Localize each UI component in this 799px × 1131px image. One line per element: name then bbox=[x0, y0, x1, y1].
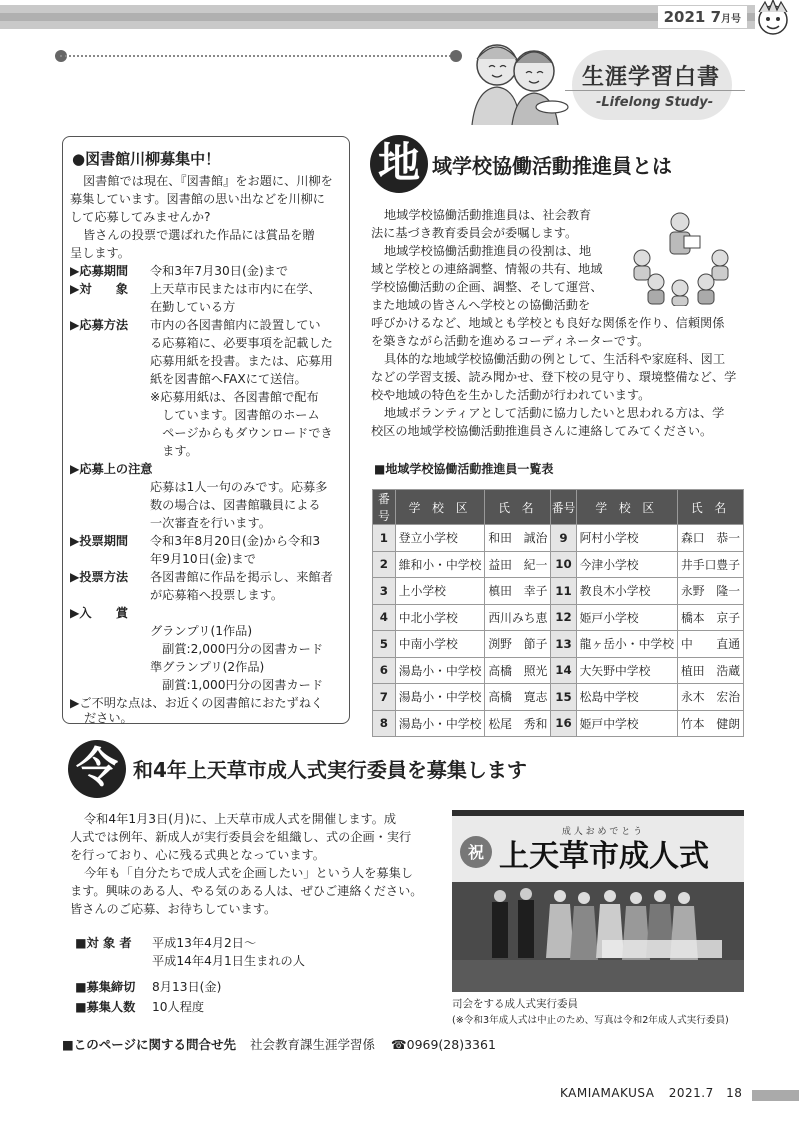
vote-method-line: が応募箱へ投票します。 bbox=[150, 588, 284, 602]
coordinator-name: 井手口豊子 bbox=[678, 551, 744, 578]
school-district: 上小学校 bbox=[395, 578, 485, 605]
coordinator-name: 橋本 京子 bbox=[678, 604, 744, 631]
rule-dot-right bbox=[450, 50, 462, 62]
prize-line: 準グランプリ(2作品) bbox=[150, 660, 265, 674]
library-intro-line: 募集しています。図書館の思い出などを川柳に bbox=[70, 192, 325, 206]
community-title: 域学校協働活動推進員とは bbox=[432, 154, 672, 178]
community-para-line: 学校協働活動の企画、調整、そして運営、 bbox=[371, 280, 603, 294]
footer-page: 18 bbox=[726, 1086, 743, 1100]
photo-mark: 祝 bbox=[467, 843, 485, 862]
row-number: 14 bbox=[551, 657, 576, 684]
section-subtitle-rule bbox=[565, 90, 745, 91]
method-line: 応募用紙を投書。または、応募用 bbox=[150, 354, 333, 368]
ceremony-para-line: ます。興味のある人、やる気のある人は、ぜひご連絡ください。 bbox=[70, 884, 423, 898]
school-district: 松島中学校 bbox=[576, 684, 677, 711]
community-para-line: を築きながら活動を進めるコーディネーターです。 bbox=[371, 334, 650, 348]
ceremony-para-line: 皆さんのご応募、お待ちしています。 bbox=[70, 902, 277, 916]
row-number: 7 bbox=[373, 684, 396, 711]
coordinator-name: 竹本 健朗 bbox=[678, 710, 744, 737]
note-line: ページからもダウンロードでき bbox=[150, 426, 333, 440]
library-intro-line: 皆さんの投票で選ばれた作品には賞品を贈 bbox=[83, 228, 315, 242]
ceremony-title: 和4年上天草市成人式実行委員を募集します bbox=[133, 758, 527, 782]
ceremony-deadline-value: 8月13日(金) bbox=[152, 980, 222, 994]
header-rule bbox=[60, 55, 455, 57]
roster-table-title: ■地域学校協働活動推進員一覧表 bbox=[374, 462, 554, 476]
caution-line: 応募は1人一句のみです。応募多 bbox=[150, 480, 328, 494]
library-intro-line: 呈します。 bbox=[70, 246, 130, 260]
prize-line: 副賞:2,000円分の図書カード bbox=[150, 642, 324, 656]
col-header-school: 学 校 区 bbox=[395, 490, 485, 525]
table-row bbox=[373, 631, 744, 658]
coordinator-roster-table bbox=[372, 489, 744, 737]
school-district: 中南小学校 bbox=[395, 631, 485, 658]
coordinator-name: 渕野 節子 bbox=[485, 631, 551, 658]
caution-label: ▶応募上の注意 bbox=[70, 462, 153, 476]
community-para-line: 地域学校協働活動推進員の役割は、地 bbox=[384, 244, 592, 258]
method-line: 市内の各図書館内に設置してい bbox=[150, 318, 321, 332]
school-district: 湯島小・中学校 bbox=[395, 684, 485, 711]
coordinator-name: 永野 隆一 bbox=[678, 578, 744, 605]
ceremony-deadline-label: ■募集締切 bbox=[75, 980, 136, 994]
row-number: 8 bbox=[373, 710, 396, 737]
row-number: 6 bbox=[373, 657, 396, 684]
issue-label: 2021 7月号 bbox=[658, 6, 747, 28]
vote-period-label: ▶投票期間 bbox=[70, 534, 129, 548]
coordinator-name: 高橋 照光 bbox=[485, 657, 551, 684]
col-header-name: 氏 名 bbox=[678, 490, 744, 525]
table-row bbox=[373, 578, 744, 605]
coordinator-name: 中 直通 bbox=[678, 631, 744, 658]
target-line: 在勤している方 bbox=[150, 300, 236, 314]
ceremony-badge: 令 bbox=[68, 740, 126, 798]
community-para-line: 具体的な地域学校協働活動の例として、生活科や家庭科、図工 bbox=[384, 352, 726, 366]
row-number: 4 bbox=[373, 604, 396, 631]
method-line: 紙を図書館へFAXにて送信。 bbox=[150, 372, 307, 386]
table-row bbox=[373, 710, 744, 737]
library-intro-line: して応募してみませんか? bbox=[70, 210, 211, 224]
photo-banner: 上天草市成人式 bbox=[499, 839, 709, 874]
storytelling-illustration bbox=[622, 208, 740, 306]
coordinator-name: 植田 浩蔵 bbox=[678, 657, 744, 684]
coordinator-name: 高橋 寛志 bbox=[485, 684, 551, 711]
row-number: 5 bbox=[373, 631, 396, 658]
footer-publication: KAMIAMAKUSA bbox=[560, 1086, 655, 1100]
table-row bbox=[373, 684, 744, 711]
community-para-line: 地域学校協働活動推進員は、社会教育 bbox=[384, 208, 592, 222]
school-district: 湯島小・中学校 bbox=[395, 710, 485, 737]
prize-label: ▶入 賞 bbox=[70, 606, 129, 620]
community-para-line: 校や地域の特色を生かした活動が行われています。 bbox=[371, 388, 651, 402]
col-header-school: 学 校 区 bbox=[576, 490, 677, 525]
row-number: 11 bbox=[551, 578, 576, 605]
ceremony-photo bbox=[452, 810, 744, 992]
ceremony-target-line: 平成13年4月2日〜 bbox=[152, 936, 257, 950]
footer-bar bbox=[752, 1090, 799, 1101]
table-row bbox=[373, 525, 744, 552]
ceremony-para-line: 人式では例年、新成人が実行委員会を組織し、式の企画・実行 bbox=[70, 830, 412, 844]
community-para-line: また地域の皆さんへ学校との協働活動を bbox=[371, 298, 591, 312]
note-line: ます。 bbox=[150, 444, 198, 458]
row-number: 1 bbox=[373, 525, 396, 552]
vote-method-line: 各図書館に作品を掲示し、来館者 bbox=[150, 570, 333, 584]
vote-period-line: 年9月10日(金)まで bbox=[150, 552, 256, 566]
prize-line: グランプリ(1作品) bbox=[150, 624, 253, 638]
caution-line: 数の場合は、図書館職員による bbox=[150, 498, 321, 512]
ceremony-para-line: 今年も「自分たちで成人式を企画したい」という人を募集し bbox=[84, 866, 413, 880]
school-district: 姫戸小学校 bbox=[576, 604, 677, 631]
community-para-line: 地域ボランティアとして活動に協力したいと思われる方は、学 bbox=[384, 406, 725, 420]
target-label: ▶対 象 bbox=[70, 282, 129, 296]
ceremony-target-label: ■対 象 者 bbox=[75, 936, 132, 950]
ceremony-count-label: ■募集人数 bbox=[75, 1000, 136, 1014]
photo-banner-small: 成 人 お め で と う bbox=[561, 827, 643, 837]
school-district: 教良木小学校 bbox=[576, 578, 677, 605]
ceremony-para-line: を行っており、心に残る式典となっています。 bbox=[70, 848, 325, 862]
ceremony-count-value: 10人程度 bbox=[152, 1000, 205, 1014]
inquiry-line: ▶ご不明な点は、お近くの図書館におたずねく bbox=[70, 696, 324, 710]
library-intro-line: 図書館では現在、『図書館』をお題に、川柳を bbox=[83, 174, 333, 188]
coordinator-name: 松尾 秀和 bbox=[485, 710, 551, 737]
prize-line: 副賞:1,000円分の図書カード bbox=[150, 678, 324, 692]
contact-dept: 社会教育課生涯学習係 bbox=[250, 1037, 376, 1052]
school-district: 登立小学校 bbox=[395, 525, 485, 552]
target-line: 上天草市民または市内に在学、 bbox=[150, 282, 321, 296]
table-header-row bbox=[373, 490, 744, 525]
coordinator-name: 益田 紀一 bbox=[485, 551, 551, 578]
col-header-number: 番号 bbox=[373, 490, 396, 525]
community-para-line: 呼びかけるなど、地域とも学校とも良好な関係を作り、信頼関係 bbox=[371, 316, 725, 330]
row-number: 13 bbox=[551, 631, 576, 658]
school-district: 大矢野中学校 bbox=[576, 657, 677, 684]
note-line: しています。図書館のホーム bbox=[150, 408, 320, 422]
row-number: 9 bbox=[551, 525, 576, 552]
school-district: 龍ヶ岳小・中学校 bbox=[576, 631, 677, 658]
row-number: 16 bbox=[551, 710, 576, 737]
period-label: ▶応募期間 bbox=[70, 264, 129, 278]
note-line: ※応募用紙は、各図書館で配布 bbox=[150, 390, 319, 404]
school-district: 維和小・中学校 bbox=[395, 551, 485, 578]
photo-caption-note: (※令和3年成人式は中止のため、写真は令和2年成人式実行委員) bbox=[452, 1015, 729, 1026]
coordinator-name: 永木 宏治 bbox=[678, 684, 744, 711]
vote-method-label: ▶投票方法 bbox=[70, 570, 129, 584]
coordinator-name: 槙田 幸子 bbox=[485, 578, 551, 605]
photo-caption: 司会をする成人式実行委員 bbox=[452, 998, 578, 1010]
page-footer bbox=[560, 1086, 742, 1100]
table-row bbox=[373, 604, 744, 631]
table-row bbox=[373, 657, 744, 684]
row-number: 3 bbox=[373, 578, 396, 605]
table-row bbox=[373, 551, 744, 578]
library-title: ●図書館川柳募集中！ bbox=[72, 150, 221, 168]
ceremony-photo-scene bbox=[452, 810, 744, 992]
method-line: る応募箱に、必要事項を記載した bbox=[150, 336, 333, 350]
contact-label: ■このページに関する問合せ先 bbox=[62, 1037, 237, 1052]
school-district: 湯島小・中学校 bbox=[395, 657, 485, 684]
school-district: 姫戸中学校 bbox=[576, 710, 677, 737]
row-number: 15 bbox=[551, 684, 576, 711]
coordinator-name: 森口 恭一 bbox=[678, 525, 744, 552]
community-para-line: などの学習支援、読み聞かせ、登下校の見守り、環境整備など、学 bbox=[371, 370, 737, 384]
caution-line: 一次審査を行います。 bbox=[150, 516, 271, 530]
ceremony-para-line: 令和4年1月3日(月)に、上天草市成人式を開催します。成 bbox=[84, 812, 397, 826]
coordinator-name: 和田 誠治 bbox=[485, 525, 551, 552]
row-number: 10 bbox=[551, 551, 576, 578]
vote-period-line: 令和3年8月20日(金)から令和3 bbox=[150, 534, 321, 548]
mascot-icon bbox=[751, 0, 795, 40]
row-number: 2 bbox=[373, 551, 396, 578]
section-title: 生涯学習白書 bbox=[582, 65, 721, 90]
col-header-name: 氏 名 bbox=[485, 490, 551, 525]
community-para-line: 法に基づき教育委員会が委嘱します。 bbox=[371, 226, 578, 240]
period-value: 令和3年7月30日(金)まで bbox=[150, 264, 289, 278]
ceremony-target-line: 平成14年4月1日生まれの人 bbox=[152, 954, 305, 968]
community-badge: 地 bbox=[370, 135, 428, 193]
row-number: 12 bbox=[551, 604, 576, 631]
contact-phone: ☎0969(28)3361 bbox=[391, 1037, 496, 1052]
inquiry-line: ださい。 bbox=[84, 711, 133, 725]
community-para-line: 校区の地域学校協働活動推進員さんに連絡してみてください。 bbox=[371, 424, 713, 438]
elderly-couple-illustration bbox=[462, 27, 572, 125]
col-header-number: 番号 bbox=[551, 490, 576, 525]
school-district: 中北小学校 bbox=[395, 604, 485, 631]
contact-line bbox=[62, 1035, 496, 1053]
section-subtitle: -Lifelong Study- bbox=[592, 95, 717, 110]
community-para-line: 域と学校との連絡調整、情報の共有、地域 bbox=[371, 262, 603, 276]
method-label: ▶応募方法 bbox=[70, 318, 129, 332]
school-district: 今津小学校 bbox=[576, 551, 677, 578]
coordinator-name: 西川みち恵 bbox=[485, 604, 551, 631]
school-district: 阿村小学校 bbox=[576, 525, 677, 552]
footer-issue: 2021.7 bbox=[668, 1086, 714, 1100]
